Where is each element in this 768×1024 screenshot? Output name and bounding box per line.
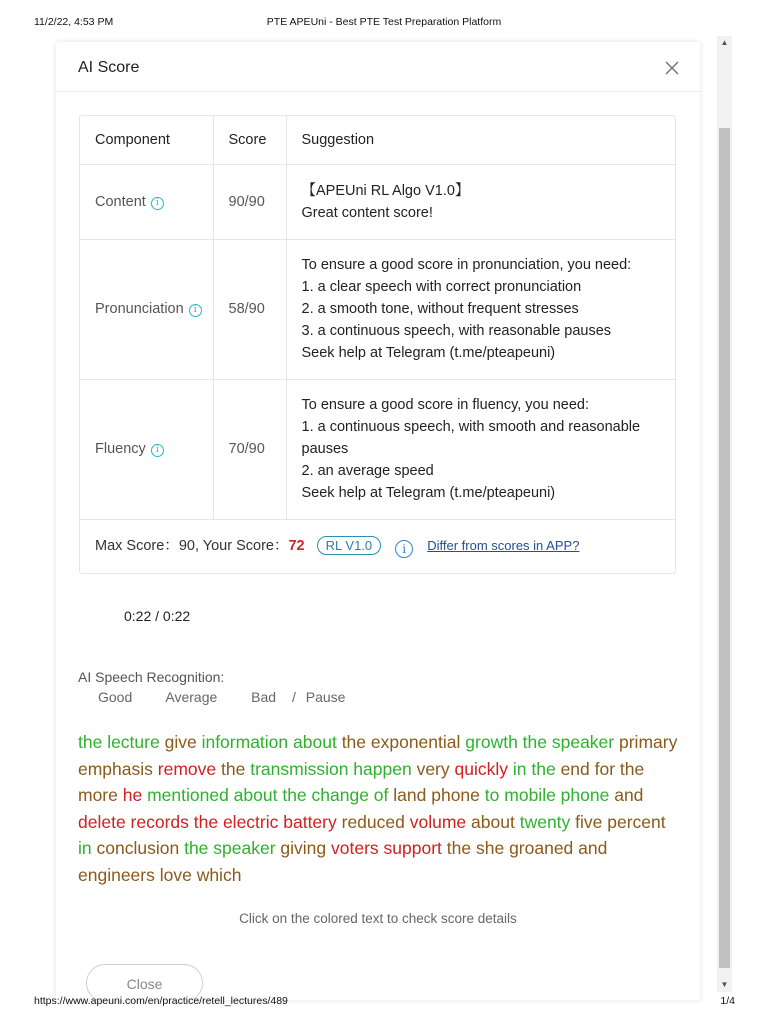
scroll-up-arrow-icon[interactable]: ▲	[720, 38, 729, 47]
max-score-label: Max Score：	[95, 538, 179, 555]
column-header-score: Score	[213, 116, 286, 164]
column-header-component: Component	[80, 116, 213, 164]
info-icon[interactable]: i	[151, 444, 164, 457]
audio-time: 0:22 / 0:22	[124, 608, 191, 624]
print-page-title: PTE APEUni - Best PTE Test Preparation Platform	[266, 16, 502, 28]
transcript-word[interactable]: conclusion	[96, 838, 180, 858]
transcript-word[interactable]: giving	[280, 838, 327, 858]
close-icon[interactable]	[660, 56, 684, 80]
component-name: Fluency	[95, 441, 146, 457]
suggestion-line: 1. a clear speech with correct pronunciation	[301, 279, 582, 295]
transcript-word[interactable]: transmission happen	[250, 758, 412, 779]
suggestion-cell	[286, 239, 675, 379]
transcript-word[interactable]: mobile phone	[504, 785, 610, 805]
transcript	[78, 729, 678, 888]
component-cell	[80, 239, 213, 379]
summary-row	[80, 519, 675, 573]
transcript-word[interactable]: the lecture	[78, 732, 160, 752]
score-cell: 90/90	[213, 164, 286, 239]
score-cell: 58/90	[213, 239, 286, 379]
print-footer	[0, 995, 768, 1009]
max-score-value: 90,	[178, 538, 199, 555]
print-url: https://www.apeuni.com/en/practice/retell_lectures/489	[34, 995, 288, 1007]
suggestion-line: 2. an average speed	[301, 463, 434, 479]
your-score-label: Your Score：	[202, 538, 289, 555]
transcript-word[interactable]: voters	[331, 838, 379, 858]
transcript-word[interactable]: in	[78, 838, 92, 858]
legend-bad: Bad	[251, 689, 277, 705]
transcript-word[interactable]: the exponential	[341, 732, 461, 752]
suggestion-line: Seek help at Telegram (t.me/pteapeuni)	[301, 345, 556, 361]
transcript-word[interactable]: quickly	[454, 758, 509, 779]
component-name: Content	[95, 193, 146, 210]
transcript-word[interactable]: volume	[409, 811, 467, 832]
info-icon[interactable]: i	[395, 540, 413, 558]
transcript-word[interactable]: primary emphasis	[78, 732, 678, 779]
legend-pause: Pause	[305, 689, 346, 705]
summary-cell	[80, 519, 675, 573]
transcript-word[interactable]: remove	[157, 758, 217, 779]
suggestion-cell	[286, 164, 675, 239]
scroll-down-arrow-icon[interactable]: ▼	[720, 980, 729, 989]
transcript-word[interactable]: give	[164, 732, 197, 752]
transcript-word[interactable]: information about	[201, 732, 337, 752]
component-cell	[80, 379, 213, 519]
info-icon[interactable]: i	[151, 197, 164, 210]
table-row	[80, 164, 675, 239]
modal-title: AI Score	[78, 59, 140, 76]
transcript-word[interactable]: the she groaned and engineers love which	[78, 838, 608, 885]
ai-score-modal	[56, 42, 700, 1000]
transcript-word[interactable]: growth the speaker	[465, 732, 615, 752]
suggestion-line: To ensure a good score in pronunciation, you need:	[301, 257, 632, 273]
suggestion-line: Seek help at Telegram (t.me/pteapeuni)	[301, 485, 556, 501]
print-datetime: 11/2/22, 4:53 PM	[34, 16, 114, 28]
transcript-word[interactable]: he	[122, 785, 143, 805]
suggestion-line: 【APEUni RL Algo V1.0】	[301, 182, 470, 199]
asr-legend	[98, 689, 375, 705]
suggestion-line: 3. a continuous speech, with reasonable pauses	[301, 323, 612, 339]
suggestion-line: To ensure a good score in fluency, you need:	[301, 397, 590, 413]
transcript-word[interactable]: five percent	[575, 811, 666, 832]
suggestion-line: 2. a smooth tone, without frequent stresses	[301, 301, 579, 317]
table-row	[80, 379, 675, 519]
close-button[interactable]: Close	[86, 964, 203, 1000]
transcript-word[interactable]: the	[221, 758, 246, 779]
legend-separator: /	[291, 689, 296, 705]
transcript-word[interactable]: reduced	[341, 811, 405, 832]
asr-label: AI Speech Recognition:	[78, 669, 225, 685]
transcript-word[interactable]: support	[383, 838, 442, 858]
transcript-word[interactable]: in the	[512, 758, 556, 779]
differ-scores-link[interactable]: Differ from scores in APP?	[427, 538, 580, 554]
legend-good: Good	[98, 689, 133, 705]
score-cell: 70/90	[213, 379, 286, 519]
transcript-word[interactable]: about	[471, 811, 515, 832]
component-name: Pronunciation	[95, 301, 184, 317]
table-row	[80, 239, 675, 379]
transcript-word[interactable]: and	[614, 785, 644, 805]
print-header	[0, 16, 768, 30]
transcript-word[interactable]: delete records the electric battery	[78, 811, 337, 832]
scrollbar[interactable]	[717, 36, 732, 992]
score-summary	[95, 538, 580, 557]
transcript-word[interactable]: land phone	[393, 785, 480, 805]
transcript-word[interactable]: to	[484, 785, 500, 805]
transcript-word[interactable]: end for the more	[78, 758, 645, 805]
print-page-number: 1/4	[720, 995, 735, 1007]
legend-average: Average	[165, 689, 218, 705]
transcript-word[interactable]: twenty	[519, 811, 571, 832]
your-score-value: 72	[288, 538, 305, 555]
transcript-word[interactable]: mentioned about the change of	[147, 785, 389, 805]
score-table	[79, 115, 676, 574]
transcript-word[interactable]: the speaker	[184, 838, 276, 858]
transcript-word[interactable]: very	[416, 758, 450, 779]
column-header-suggestion: Suggestion	[286, 116, 675, 164]
suggestion-cell	[286, 379, 675, 519]
modal-header	[56, 42, 700, 92]
table-header-row	[80, 116, 675, 164]
component-cell	[80, 164, 213, 239]
score-hint: Click on the colored text to check score details	[239, 911, 517, 926]
algo-version-badge[interactable]: RL V1.0	[317, 536, 382, 555]
info-icon[interactable]: i	[189, 304, 202, 317]
suggestion-line: 1. a continuous speech, with smooth and reasonable pauses	[301, 419, 641, 457]
suggestion-line: Great content score!	[301, 204, 433, 221]
scrollbar-thumb[interactable]	[719, 128, 730, 968]
